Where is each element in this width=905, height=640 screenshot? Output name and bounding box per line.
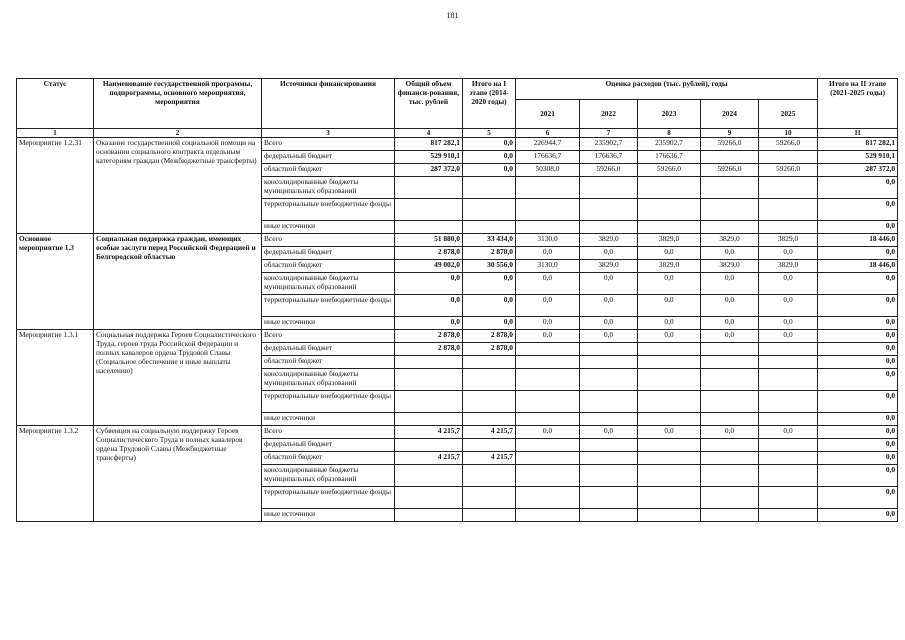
cell-value: [516, 343, 580, 356]
cell-value: 59266,0: [701, 164, 759, 177]
row-source: Всего: [262, 426, 395, 439]
cell-value: [395, 487, 463, 509]
cell-value: 3829,0: [638, 234, 701, 247]
table-row: [17, 138, 898, 151]
cell-value: [395, 356, 463, 369]
cell-value: 3829,0: [580, 260, 638, 273]
cell-value: [759, 221, 818, 234]
cell-stage2-total: 0,0: [818, 199, 898, 221]
cell-value: [759, 452, 818, 465]
cell-value: 0,0: [580, 330, 638, 343]
cell-value: [580, 177, 638, 199]
header-year-2023: 2023: [638, 100, 701, 129]
cell-value: 50308,0: [516, 164, 580, 177]
cell-value: [580, 221, 638, 234]
cell-stage2-total: 0,0: [818, 247, 898, 260]
row-source: федеральный бюджет: [262, 439, 395, 452]
cell-value: [395, 439, 463, 452]
cell-value: [638, 343, 701, 356]
cell-value: 51 880,0: [395, 234, 463, 247]
cell-value: 0,0: [638, 330, 701, 343]
cell-value: [759, 413, 818, 426]
cell-value: [395, 509, 463, 522]
cell-stage2-total: 0,0: [818, 177, 898, 199]
cell-value: [759, 177, 818, 199]
row-source: иные источники: [262, 317, 395, 330]
column-number: 5: [463, 129, 516, 138]
row-source: областной бюджет: [262, 164, 395, 177]
cell-value: [463, 221, 516, 234]
cell-value: 0,0: [701, 426, 759, 439]
page-number: 181: [446, 11, 459, 20]
cell-value: 59266,0: [759, 164, 818, 177]
row-source: Всего: [262, 234, 395, 247]
row-source: федеральный бюджет: [262, 343, 395, 356]
cell-value: [638, 452, 701, 465]
cell-value: 0,0: [580, 295, 638, 317]
row-program-name: Социальная поддержка граждан, имеющих особые заслуги перед Российской Федерацией и Белгородской областью: [94, 234, 262, 330]
cell-value: 0,0: [638, 247, 701, 260]
cell-value: [701, 452, 759, 465]
cell-value: [463, 465, 516, 487]
cell-value: [759, 199, 818, 221]
cell-value: [759, 151, 818, 164]
cell-value: [463, 487, 516, 509]
cell-value: 4 215,7: [463, 452, 516, 465]
header-estimate: Оценка расходов (тыс. рублей), годы: [516, 79, 818, 100]
cell-value: [759, 487, 818, 509]
cell-value: [701, 199, 759, 221]
cell-value: [701, 439, 759, 452]
cell-value: 529 910,1: [395, 151, 463, 164]
cell-value: 2 878,0: [463, 343, 516, 356]
cell-value: [516, 452, 580, 465]
row-source: консолидированные бюджеты муниципальных образований: [262, 273, 395, 295]
cell-value: [395, 465, 463, 487]
cell-value: 3829,0: [701, 260, 759, 273]
cell-value: 0,0: [759, 247, 818, 260]
cell-value: [395, 369, 463, 391]
cell-value: [463, 391, 516, 413]
cell-value: 2 878,0: [463, 247, 516, 260]
cell-value: 0,0: [638, 295, 701, 317]
cell-value: 2 878,0: [395, 343, 463, 356]
cell-value: [395, 199, 463, 221]
cell-value: 59266,0: [580, 164, 638, 177]
cell-value: [701, 151, 759, 164]
cell-stage2-total: 0,0: [818, 221, 898, 234]
cell-value: 0,0: [701, 317, 759, 330]
cell-value: [638, 369, 701, 391]
cell-value: [580, 465, 638, 487]
cell-value: [580, 487, 638, 509]
header-program-name: Наименование государственной программы, подпрограммы, основного мероприятия, мероприятия: [94, 79, 262, 129]
cell-stage2-total: 0,0: [818, 317, 898, 330]
cell-value: 3130,0: [516, 234, 580, 247]
cell-value: [516, 439, 580, 452]
cell-stage2-total: 0,0: [818, 439, 898, 452]
cell-stage2-total: 0,0: [818, 426, 898, 439]
cell-value: 0,0: [463, 164, 516, 177]
cell-stage2-total: 18 446,0: [818, 260, 898, 273]
cell-value: [701, 356, 759, 369]
cell-value: 4 215,7: [395, 452, 463, 465]
cell-value: 0,0: [638, 273, 701, 295]
cell-value: 0,0: [580, 247, 638, 260]
cell-value: [516, 509, 580, 522]
table-row: [17, 330, 898, 343]
cell-value: [580, 199, 638, 221]
header-stage1-total: Итого на I этапе (2014-2020 годы): [463, 79, 516, 129]
cell-value: 0,0: [638, 317, 701, 330]
cell-value: 0,0: [701, 273, 759, 295]
cell-value: [759, 509, 818, 522]
cell-value: [759, 369, 818, 391]
cell-value: 33 434,0: [463, 234, 516, 247]
cell-value: 4 215,7: [463, 426, 516, 439]
header-year-2021: 2021: [516, 100, 580, 129]
cell-value: 3829,0: [701, 234, 759, 247]
row-status: Мероприятие 1.2.31: [17, 138, 94, 234]
cell-value: 30 556,0: [463, 260, 516, 273]
cell-value: [638, 221, 701, 234]
cell-value: [759, 343, 818, 356]
cell-value: 0,0: [759, 273, 818, 295]
cell-value: 817 282,1: [395, 138, 463, 151]
cell-value: [580, 391, 638, 413]
cell-value: [759, 391, 818, 413]
cell-value: 0,0: [395, 273, 463, 295]
cell-value: [580, 509, 638, 522]
cell-value: 3130,0: [516, 260, 580, 273]
cell-value: [638, 509, 701, 522]
cell-value: 3829,0: [638, 260, 701, 273]
column-number: 10: [759, 129, 818, 138]
cell-value: 2 878,0: [395, 247, 463, 260]
cell-value: 0,0: [516, 330, 580, 343]
cell-value: [638, 177, 701, 199]
cell-value: [759, 465, 818, 487]
cell-value: 0,0: [638, 426, 701, 439]
column-number: 11: [818, 129, 898, 138]
cell-value: [395, 413, 463, 426]
header-year-2025: 2025: [759, 100, 818, 129]
cell-value: [580, 413, 638, 426]
column-number: 6: [516, 129, 580, 138]
cell-stage2-total: 0,0: [818, 465, 898, 487]
header-total-volume: Общий объем финанси-рования, тыс. рублей: [395, 79, 463, 129]
row-source: иные источники: [262, 221, 395, 234]
cell-value: [701, 391, 759, 413]
cell-stage2-total: 529 910,1: [818, 151, 898, 164]
row-source: консолидированные бюджеты муниципальных образований: [262, 369, 395, 391]
cell-value: 0,0: [463, 317, 516, 330]
cell-stage2-total: 0,0: [818, 343, 898, 356]
cell-value: [701, 465, 759, 487]
cell-value: 0,0: [701, 247, 759, 260]
cell-value: [463, 369, 516, 391]
cell-value: 0,0: [580, 426, 638, 439]
cell-value: [638, 465, 701, 487]
row-source: территориальные внебюджетные фонды: [262, 199, 395, 221]
cell-value: [463, 509, 516, 522]
table-row: [17, 234, 898, 247]
cell-value: [463, 356, 516, 369]
row-source: иные источники: [262, 509, 395, 522]
cell-value: [701, 413, 759, 426]
cell-stage2-total: 0,0: [818, 509, 898, 522]
cell-value: [580, 343, 638, 356]
cell-value: 0,0: [516, 426, 580, 439]
column-number: 4: [395, 129, 463, 138]
cell-value: 176636,7: [638, 151, 701, 164]
row-status: Мероприятие 1.3.2: [17, 426, 94, 522]
cell-value: 287 372,0: [395, 164, 463, 177]
cell-value: 0,0: [516, 273, 580, 295]
cell-value: [638, 439, 701, 452]
cell-stage2-total: 0,0: [818, 273, 898, 295]
header-year-2024: 2024: [701, 100, 759, 129]
cell-value: 3829,0: [759, 234, 818, 247]
cell-value: 0,0: [516, 247, 580, 260]
cell-stage2-total: 0,0: [818, 391, 898, 413]
cell-value: [395, 177, 463, 199]
column-number: 9: [701, 129, 759, 138]
cell-value: [516, 177, 580, 199]
cell-value: 0,0: [759, 295, 818, 317]
cell-stage2-total: 0,0: [818, 487, 898, 509]
cell-value: 226944,7: [516, 138, 580, 151]
cell-value: 49 002,0: [395, 260, 463, 273]
row-status: Мероприятие 1.3.1: [17, 330, 94, 426]
cell-value: 0,0: [580, 317, 638, 330]
cell-value: 0,0: [701, 295, 759, 317]
column-number: 1: [17, 129, 94, 138]
cell-value: [701, 369, 759, 391]
cell-stage2-total: 0,0: [818, 369, 898, 391]
cell-value: [638, 391, 701, 413]
cell-value: [463, 199, 516, 221]
cell-value: 0,0: [395, 317, 463, 330]
cell-value: 176636,7: [580, 151, 638, 164]
row-source: Всего: [262, 330, 395, 343]
row-source: федеральный бюджет: [262, 247, 395, 260]
cell-value: [516, 391, 580, 413]
cell-value: [580, 356, 638, 369]
cell-value: [580, 452, 638, 465]
cell-value: 0,0: [395, 295, 463, 317]
cell-value: 59266,0: [701, 138, 759, 151]
row-source: Всего: [262, 138, 395, 151]
cell-value: 0,0: [463, 151, 516, 164]
row-program-name: Оказание государственной социальной помощи на основании социального контракта отдельным категориям граждан (Межбюджетные трансферты): [94, 138, 262, 234]
budget-table: [16, 78, 898, 522]
row-source: областной бюджет: [262, 260, 395, 273]
cell-value: 0,0: [759, 317, 818, 330]
cell-value: [580, 369, 638, 391]
cell-stage2-total: 0,0: [818, 330, 898, 343]
cell-value: [638, 356, 701, 369]
cell-value: [516, 199, 580, 221]
cell-stage2-total: 18 446,0: [818, 234, 898, 247]
cell-value: [701, 221, 759, 234]
cell-value: 0,0: [463, 273, 516, 295]
cell-stage2-total: 0,0: [818, 452, 898, 465]
row-status: Основное мероприятие 1.3: [17, 234, 94, 330]
cell-value: [516, 356, 580, 369]
cell-value: [395, 221, 463, 234]
cell-value: [516, 369, 580, 391]
row-source: консолидированные бюджеты муниципальных образований: [262, 465, 395, 487]
row-source: территориальные внебюджетные фонды: [262, 295, 395, 317]
column-number: 7: [580, 129, 638, 138]
column-numbers-row: [17, 129, 898, 138]
cell-value: 0,0: [463, 295, 516, 317]
cell-value: 0,0: [516, 317, 580, 330]
cell-value: [759, 356, 818, 369]
cell-value: 176636,7: [516, 151, 580, 164]
row-source: федеральный бюджет: [262, 151, 395, 164]
cell-value: 235902,7: [638, 138, 701, 151]
cell-value: 0,0: [759, 426, 818, 439]
cell-stage2-total: 0,0: [818, 295, 898, 317]
row-program-name: Социальная поддержка Героев Социалистического Труда, героев труда Российской Федерации и полных кавалеров ордена Трудовой Славы (Социальное обеспечение и иные выплаты населению): [94, 330, 262, 426]
cell-stage2-total: 0,0: [818, 413, 898, 426]
cell-value: [395, 391, 463, 413]
cell-value: 0,0: [463, 138, 516, 151]
cell-value: 4 215,7: [395, 426, 463, 439]
cell-value: 2 878,0: [463, 330, 516, 343]
cell-value: [638, 487, 701, 509]
cell-value: 59266,0: [638, 164, 701, 177]
cell-value: [516, 465, 580, 487]
cell-stage2-total: 287 372,0: [818, 164, 898, 177]
cell-stage2-total: 817 282,1: [818, 138, 898, 151]
cell-value: [516, 413, 580, 426]
header-status: Статус: [17, 79, 94, 129]
row-source: территориальные внебюджетные фонды: [262, 391, 395, 413]
column-number: 8: [638, 129, 701, 138]
cell-value: [463, 177, 516, 199]
cell-value: [638, 199, 701, 221]
cell-value: [701, 343, 759, 356]
header-stage2-total: Итого на II этапе (2021-2025 годы): [818, 79, 898, 129]
cell-stage2-total: 0,0: [818, 356, 898, 369]
cell-value: [463, 439, 516, 452]
cell-value: 0,0: [580, 273, 638, 295]
cell-value: [516, 221, 580, 234]
row-source: консолидированные бюджеты муниципальных образований: [262, 177, 395, 199]
table-body: [17, 138, 898, 522]
cell-value: 3829,0: [580, 234, 638, 247]
cell-value: [463, 413, 516, 426]
cell-value: 59266,0: [759, 138, 818, 151]
cell-value: 0,0: [759, 330, 818, 343]
column-number: 2: [94, 129, 262, 138]
cell-value: 235902,7: [580, 138, 638, 151]
cell-value: [701, 487, 759, 509]
cell-value: 0,0: [516, 295, 580, 317]
row-source: территориальные внебюджетные фонды: [262, 487, 395, 509]
cell-value: [580, 439, 638, 452]
row-source: областной бюджет: [262, 452, 395, 465]
row-source: иные источники: [262, 413, 395, 426]
row-source: областной бюджет: [262, 356, 395, 369]
cell-value: [516, 487, 580, 509]
column-number: 3: [262, 129, 395, 138]
table-row: [17, 426, 898, 439]
row-program-name: Субвенция на социальную поддержку Героев Социалистического Труда и полных кавалеров ордена Трудовой Славы (Межбюджетные трансферты): [94, 426, 262, 522]
header-sources: Источники финансирования: [262, 79, 395, 129]
cell-value: [638, 413, 701, 426]
cell-value: [701, 509, 759, 522]
cell-value: [701, 177, 759, 199]
cell-value: 2 878,0: [395, 330, 463, 343]
cell-value: 0,0: [701, 330, 759, 343]
cell-value: 3829,0: [759, 260, 818, 273]
header-year-2022: 2022: [580, 100, 638, 129]
cell-value: [759, 439, 818, 452]
